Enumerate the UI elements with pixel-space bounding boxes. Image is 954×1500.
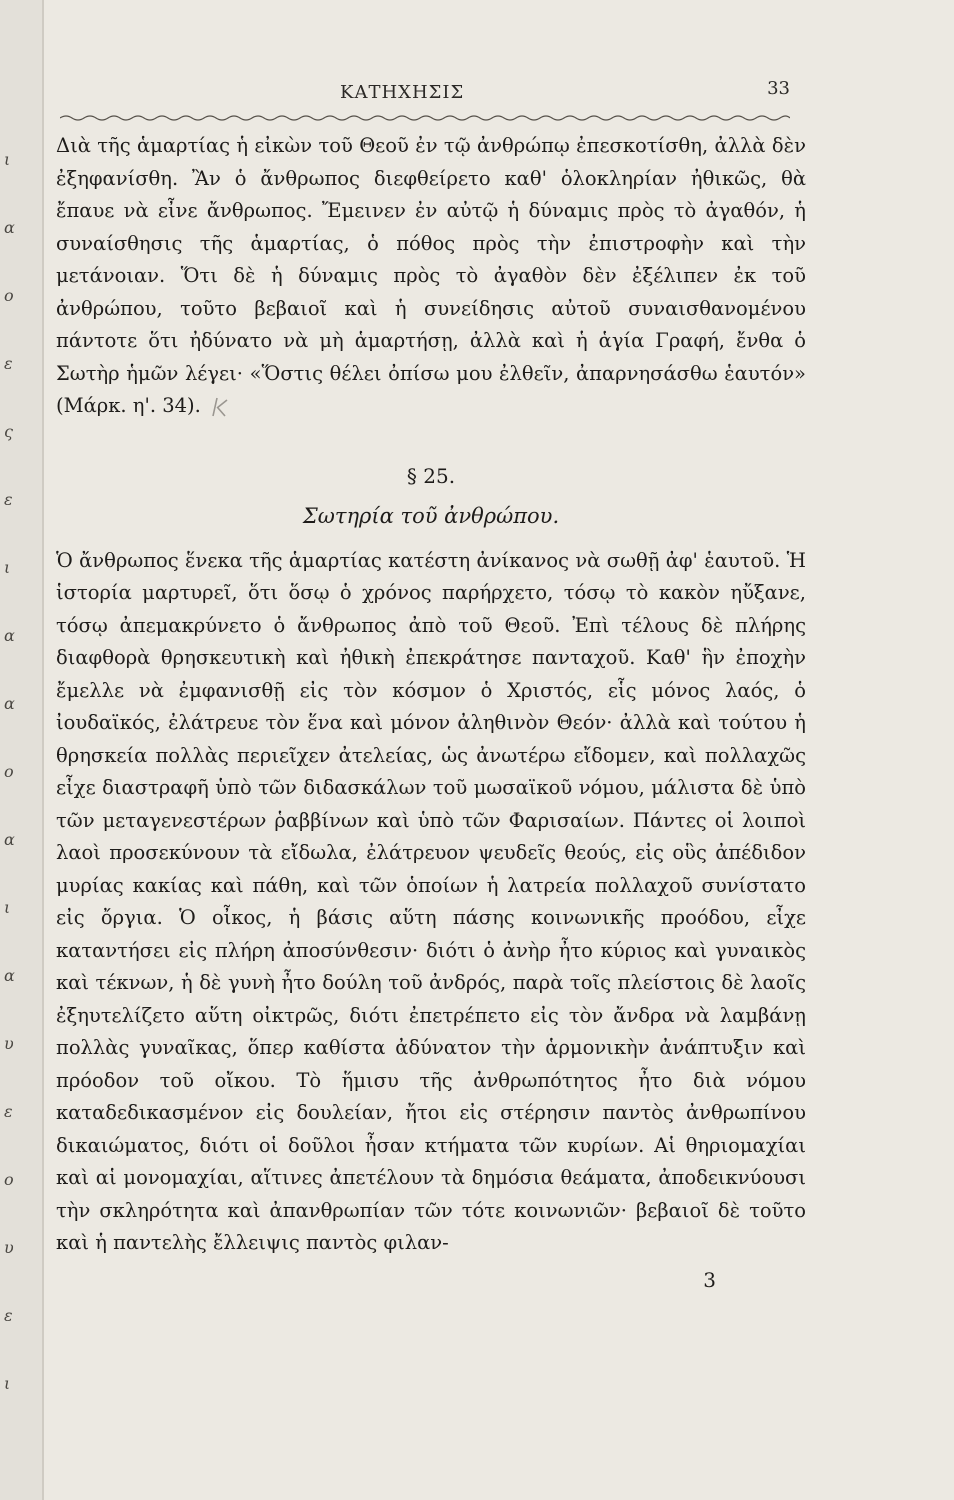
section-number: § 25.	[406, 463, 456, 488]
facing-page-fragment: ι	[4, 558, 11, 577]
facing-page-fragment: ε	[4, 1306, 13, 1325]
page-body	[56, 130, 806, 1296]
facing-page-fragment: ε	[4, 1102, 13, 1121]
pencil-annotation-icon	[207, 394, 233, 420]
facing-page-fragment: ι	[4, 150, 11, 169]
adjacent-page-edge	[0, 0, 44, 1500]
paragraph-salvation: Ὁ ἄνθρωπος ἕνεκα τῆς ἁμαρτίας κατέστη ἀνίκανος νὰ σωθῇ ἀφ' ἑαυτοῦ. Ἡ ἱστορία μαρτυρεῖ, ὅτι ὅσῳ ὁ χρόνος παρήρχετο, τόσῳ τὸ κακὸν ηὔξανε, τόσῳ ἀπεμακρύνετο ὁ ἄνθρωπος ἀπὸ τοῦ Θεοῦ. Ἐπὶ τέλους δὲ πλήρης διαφθορὰ θρησκευτικὴ καὶ ἠθικὴ ἐπεκράτησε πανταχοῦ. Καθ' ἣν ἐποχὴν ἔμελλε νὰ ἐμφανισθῇ εἰς τὸν κόσμον ὁ Χριστός, εἷς μόνος λαός, ὁ ἰουδαϊκός, ἐλάτρευε τὸν ἕνα καὶ μόνον ἀληθινὸν Θεόν· ἀλλὰ καὶ τούτου ἡ θρησκεία πολλὰς περιεῖχεν ἀτελείας, ὡς ἀνωτέρω εἴδομεν, καὶ πολλαχῶς εἶχε διαστραφῆ ὑπὸ τῶν διδασκάλων τοῦ μωσαϊκοῦ νόμου, μάλιστα δὲ ὑπὸ τῶν μεταγενεστέρων ῥαββίνων καὶ ὑπὸ τῶν Φαρισαίων. Πάντες οἱ λοιποὶ λαοὶ προσεκύνουν τὰ εἴδωλα, ἐλάτρευον ψευδεῖς θεούς, εἰς οὓς ἀπέδιδον μυρίας κακίας καὶ πάθη, καὶ τῶν ὁποίων ἡ λατρεία πολλαχοῦ συνίστατο εἰς ὄργια. Ὁ οἶκος, ἡ βάσις αὕτη πάσης κοινωνικῆς προόδου, εἶχε καταντήσει εἰς πλήρη ἀποσύνθεσιν· διότι ὁ ἀνὴρ ἦτο κύριος καὶ γυναικὸς καὶ τέκνων, ἡ δὲ γυνὴ ἦτο δούλη τοῦ ἀνδρός, παρὰ τοῖς πλείστοις δὲ λαοῖς ἐξηυτελίζετο αὕτη οἰκτρῶς, διότι ἐπετρέπετο εἰς τὸν ἄνδρα νὰ λαμβάνῃ πολλὰς γυναῖκας, ὅπερ καθίστα ἀδύνατον τὴν ἁρμονικὴν ἀνάπτυξιν καὶ πρόοδον τοῦ οἴκου. Τὸ ἥμισυ τῆς ἀνθρωπότητος ἦτο διὰ νόμου καταδεδικασμένον εἰς δουλείαν, ἤτοι εἰς στέρησιν παντὸς ἀνθρωπίνου δικαιώματος, διότι οἱ δοῦλοι ἦσαν κτήματα τῶν κυρίων. Αἱ θηριομαχίαι καὶ αἱ μονομαχίαι, αἵτινες ἀπετέλουν τὰ δημόσια θεάματα, ἀποδεικνύουσι τὴν σκληρότητα καὶ ἀπανθρωπίαν τῶν τότε κοινωνιῶν· βεβαιοῖ δὲ τοῦτο καὶ ἡ παντελὴς ἔλλειψις παντὸς φιλαν-	[56, 548, 806, 1254]
facing-page-fragment: ο	[4, 286, 14, 305]
facing-page-fragment: ς	[4, 422, 13, 441]
facing-page-fragment: α	[4, 694, 15, 713]
facing-page-fragment: ε	[4, 490, 13, 509]
facing-page-fragment: α	[4, 218, 15, 237]
facing-page-fragment: ε	[4, 354, 13, 373]
facing-page-fragment: ο	[4, 1170, 14, 1189]
paragraph-sin-image	[56, 130, 806, 423]
page-header	[60, 72, 790, 112]
facing-page-fragment: α	[4, 966, 15, 985]
paragraph-text: Διὰ τῆς ἁμαρτίας ἡ εἰκὼν τοῦ Θεοῦ ἐν τῷ ἀνθρώπῳ ἐπεσκοτίσθη, ἀλλὰ δὲν ἐξηφανίσθη. Ἂν ὁ ἄνθρωπος διεφθείρετο καθ' ὁλοκληρίαν ἠθικῶς, θὰ ἔπαυε νὰ εἶνε ἄνθρωπος. Ἔμεινεν ἐν αὐτῷ ἡ δύναμις πρὸς τὸ ἀγαθόν, ἡ συναίσθησις τῆς ἁμαρτίας, ὁ πόθος πρὸς τὴν ἐπιστροφὴν καὶ τὴν μετάνοιαν. Ὅτι δὲ ἡ δύναμις πρὸς τὸ ἀγαθὸν δὲν ἐξέλιπεν ἐκ τοῦ ἀνθρώπου, τοῦτο βεβαιοῖ καὶ ἡ συνείδησις αὐτοῦ συναισθανομένου πάντοτε ὅτι ἠδύνατο νὰ μὴ ἁμαρτήσῃ, ἀλλὰ καὶ ἡ ἁγία Γραφή, ἔνθα ὁ Σωτὴρ ἡμῶν λέγει· «Ὅστις θέλει ὀπίσω μου ἐλθεῖν, ἀπαρνησάσθω ἑαυτόν» (Μάρκ. η'. 34).	[56, 134, 806, 417]
header-wavy-rule	[60, 114, 790, 122]
facing-page-fragment: ι	[4, 898, 11, 917]
running-title: ΚΑΤΗΧΗΣΙΣ	[340, 82, 465, 103]
section-title: Σωτηρία τοῦ ἀνθρώπου.	[302, 503, 560, 528]
facing-page-fragment: υ	[4, 1238, 14, 1257]
printer-signature-mark: 3	[703, 1267, 716, 1292]
page-number: 33	[767, 78, 790, 99]
facing-page-fragment: α	[4, 830, 15, 849]
facing-page-fragment: ι	[4, 1374, 11, 1393]
facing-page-fragment: ο	[4, 762, 14, 781]
facing-page-fragment: υ	[4, 1034, 14, 1053]
facing-page-fragment: α	[4, 626, 15, 645]
